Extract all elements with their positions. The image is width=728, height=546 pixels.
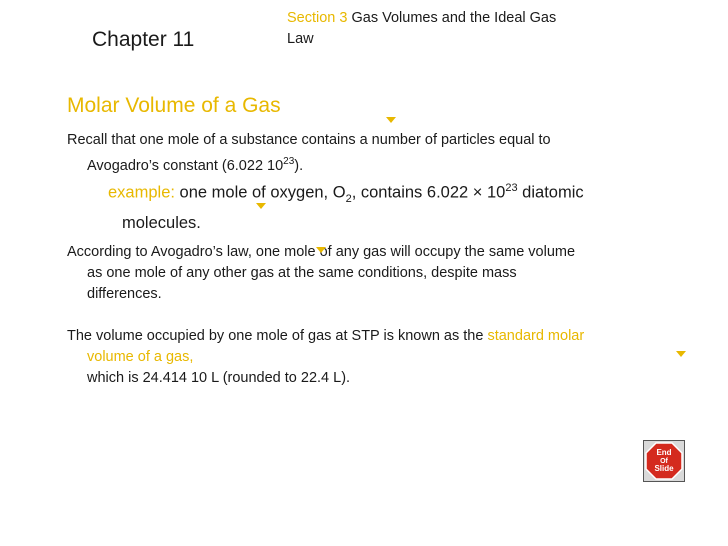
slide-title: Molar Volume of a Gas [67, 94, 281, 117]
example-label: example: [108, 183, 175, 202]
chapter-label: Chapter 11 [92, 28, 195, 51]
down-arrow-icon [386, 117, 396, 123]
example-line2: molecules. [122, 213, 201, 232]
p3-line1: The volume occupied by one mole of gas at STP is known as the standard molar [67, 328, 585, 344]
p2-line3: differences. [87, 286, 162, 302]
section-number: Section 3 [287, 10, 348, 26]
end-of-slide-button[interactable] [643, 440, 685, 482]
paragraph-molar-volume [67, 326, 707, 389]
p1-line2: Avogadro’s constant (6.022 $10^{23}$). [87, 156, 304, 174]
paragraph-avogadro-law [67, 242, 707, 305]
stop-sign-icon [643, 440, 685, 482]
end-line3: Slide [654, 464, 674, 473]
p2-line1: According to Avogadro’s law, one mole of any gas will occupy the same volume [67, 244, 576, 260]
paragraph-avogadro-constant [67, 130, 687, 177]
p3-line2: volume of a gas, [87, 349, 194, 365]
end-line2: Of [660, 458, 668, 465]
end-line1: End [656, 448, 672, 457]
down-arrow-icon [676, 351, 686, 357]
section-title: Gas Volumes and the Ideal Gas [351, 10, 557, 26]
section-title-line2: Law [287, 31, 314, 47]
example-block: example: one mole of oxygen, $O_2$, contains $6.022 \times 10^{23}$ diatomic molecules. [108, 176, 668, 235]
p1-line1: Recall that one mole of a substance contains a number of particles equal to [67, 132, 551, 148]
down-arrow-icon [256, 203, 266, 209]
p2-line2: as one mole of any other gas at the same conditions, despite mass [87, 265, 517, 281]
section-heading [287, 8, 647, 50]
down-arrow-icon [316, 247, 326, 253]
p3-line3: which is 24.414 10 L (rounded to 22.4 L). [87, 370, 351, 386]
